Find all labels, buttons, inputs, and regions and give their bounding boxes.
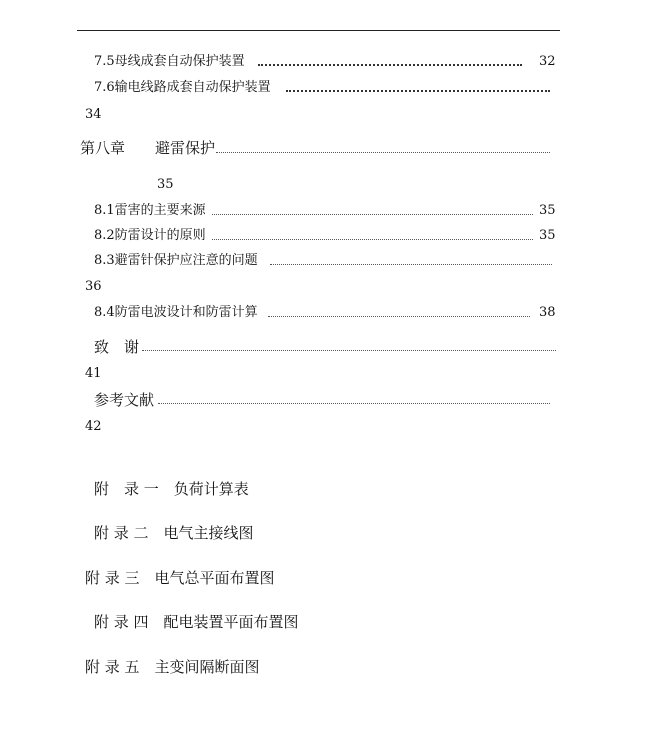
toc-entry-8-1[interactable]: [94, 203, 206, 219]
toc-page-number: 35: [539, 203, 556, 218]
toc-page-number: 35: [539, 228, 556, 243]
toc-leader-dots: [216, 152, 550, 153]
toc-title: 第八章 避雷保护: [80, 139, 216, 157]
appendix-3[interactable]: 附 录 三 电气总平面布置图: [85, 569, 275, 587]
toc-leader-dots: [212, 214, 533, 215]
toc-leader-dots: [270, 264, 552, 265]
toc-title: 8.2防雷设计的原则: [94, 228, 206, 243]
toc-title: 8.3避雷针保护应注意的问题: [94, 253, 258, 268]
toc-entry-7-6[interactable]: [94, 80, 271, 96]
toc-entry-8-4[interactable]: [94, 305, 258, 321]
toc-leader-dots: [212, 239, 533, 240]
toc-title: 8.4防雷电波设计和防雷计算: [94, 305, 258, 320]
toc-title: 7.6输电线路成套自动保护装置: [94, 80, 271, 95]
appendix-5[interactable]: 附 录 五 主变间隔断面图: [85, 658, 260, 676]
toc-page-number: 35: [157, 177, 174, 192]
toc-leader-dots: [286, 90, 550, 92]
toc-leader-dots: [142, 350, 556, 351]
toc-leader-dots: [258, 64, 522, 66]
toc-chapter-8[interactable]: [80, 139, 215, 157]
toc-title: 8.1雷害的主要来源: [94, 203, 206, 218]
toc-page-number: 34: [85, 107, 102, 122]
toc-leader-dots: [268, 316, 530, 317]
toc-entry-8-2[interactable]: [94, 228, 206, 244]
header-rule: [77, 30, 560, 31]
toc-entry-references[interactable]: [94, 391, 154, 409]
toc-entry-8-3[interactable]: [94, 253, 258, 269]
toc-title: 致 谢: [94, 338, 140, 356]
toc-entry-thanks[interactable]: [94, 338, 139, 356]
toc-page-number: 32: [539, 54, 556, 69]
toc-leader-dots: [158, 403, 550, 404]
appendix-2[interactable]: 附 录 二 电气主接线图: [94, 524, 254, 542]
toc-page-number: 36: [85, 279, 102, 294]
toc-page-number: 41: [85, 366, 102, 381]
toc-title: 参考文献: [94, 391, 155, 409]
toc-page-number: 38: [539, 305, 556, 320]
toc-entry-7-5[interactable]: [94, 54, 245, 70]
toc-title: 7.5母线成套自动保护装置: [94, 54, 245, 69]
appendix-1[interactable]: 附 录 一 负荷计算表: [94, 480, 249, 498]
toc-page-number: 42: [85, 419, 102, 434]
appendix-4[interactable]: 附 录 四 配电装置平面布置图: [94, 613, 299, 631]
